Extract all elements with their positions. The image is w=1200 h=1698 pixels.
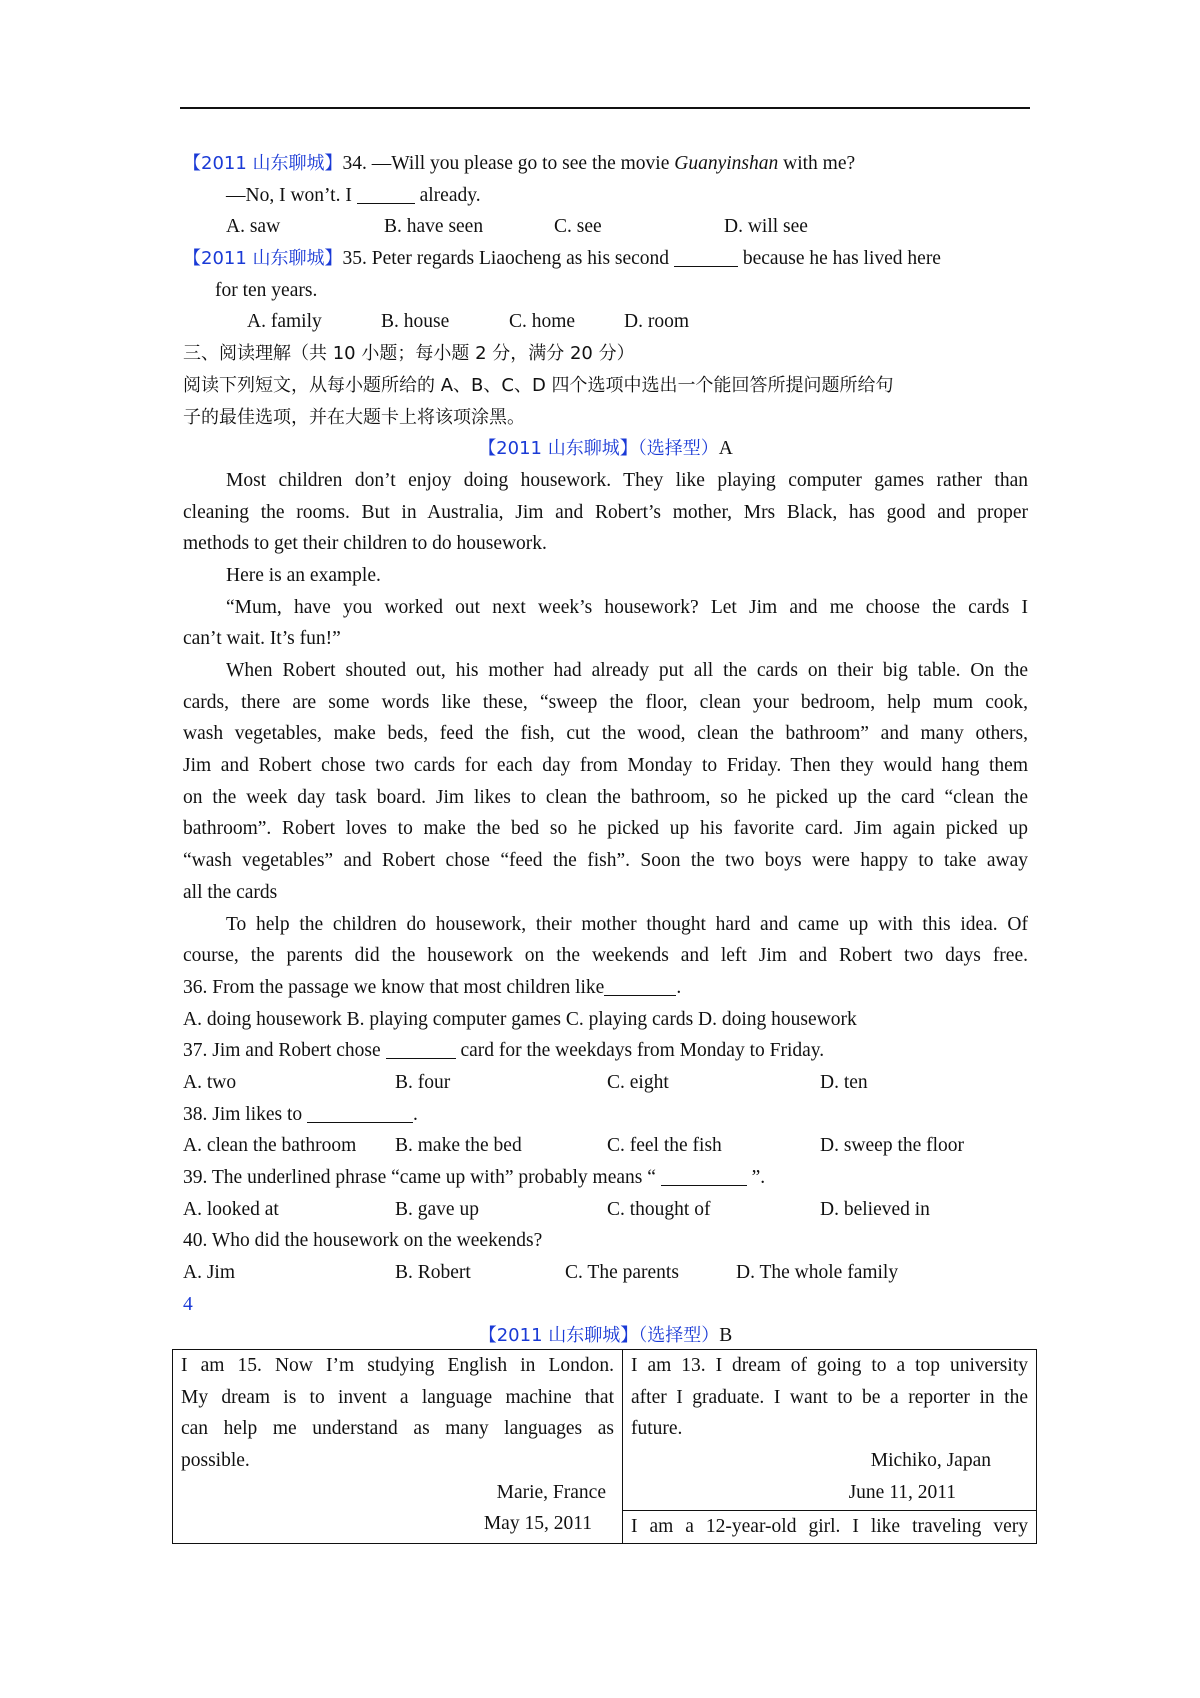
passage-line: “Mum, have you worked out next week’s housework? Let Jim and me choose the cards I [226, 596, 1028, 618]
passage-line: bathroom”. Robert loves to make the bed so he picked up his favorite card. Jim again picked up [183, 818, 1028, 840]
question-34: 【2011 山东聊城】34. —Will you please go to see the movie Guanyinshan with me? [183, 153, 856, 174]
option: A. saw [226, 216, 281, 238]
letter-signature: Michiko, Japan [870, 1450, 991, 1472]
letter-third [623, 1511, 1037, 1544]
option: B. have seen [384, 216, 484, 238]
letter-signature: Marie, France [496, 1481, 606, 1503]
question-35-cont: for ten years. [215, 279, 318, 301]
passage-line: “wash vegetables” and Robert chose “feed the fish”. Soon the two boys were happy to take away [183, 850, 1028, 872]
passage-line: on the week day task board. Jim likes to clean the bathroom, so he picked up the card “clean the [183, 786, 1028, 808]
option: A. looked at [183, 1198, 279, 1220]
option: D. ten [820, 1071, 868, 1093]
option: C. feel the fish [607, 1135, 722, 1157]
passage-line: can’t wait. It’s fun!” [183, 628, 341, 650]
question-39: 39. The underlined phrase “came up with” probably means “ ”. [183, 1167, 766, 1188]
exam-page [183, 148, 1028, 1352]
question-34-options [183, 211, 1028, 243]
source-tag: 【2011 山东聊城】 [183, 153, 343, 174]
passage-line: When Robert shouted out, his mother had already put all the cards on their big table. On the [226, 660, 1028, 681]
option: D. will see [724, 216, 808, 238]
option: B. gave up [395, 1198, 479, 1220]
answer-blank [386, 1038, 456, 1059]
movie-title: Guanyinshan [674, 153, 779, 174]
question-40-options [183, 1257, 1028, 1289]
letter-line: future. [631, 1418, 683, 1440]
letter-line: I am 13. I dream of going to a top university [631, 1355, 1028, 1376]
passage-line: Most children don’t enjoy doing housework. They like playing computer games rather than [226, 469, 1028, 491]
section-heading: 三、阅读理解（共 10 小题；每小题 2 分，满分 20 分） [183, 343, 635, 365]
option: D. believed in [820, 1198, 930, 1220]
option: D. sweep the floor [820, 1135, 965, 1157]
letter-line: I am 15. Now I’m studying English in London. [181, 1355, 614, 1376]
letter-line: possible. [181, 1450, 250, 1472]
option: B. four [395, 1071, 451, 1093]
question-34-reply: —No, I won’t. I already. [226, 184, 481, 206]
answer-blank [604, 975, 676, 996]
passage-line: cards, there are some words like these, “sweep the floor, clean your bedroom, help mum cook, [183, 691, 1028, 713]
option: B. Robert [395, 1262, 471, 1284]
question-38-options [183, 1130, 1028, 1162]
letter-line: I am a 12-year-old girl. I like traveling very [631, 1516, 1028, 1537]
option: A. clean the bathroom [183, 1135, 357, 1157]
question-35: 【2011 山东聊城】35. Peter regards Liaocheng as his second because he has lived here [183, 248, 941, 270]
letter-date: June 11, 2011 [848, 1481, 956, 1503]
question-35-options [183, 306, 1028, 338]
letter-date: May 15, 2011 [483, 1513, 592, 1535]
option: C. thought of [607, 1198, 711, 1220]
option: D. room [624, 311, 689, 333]
passage-line: To help the children do housework, their mother thought hard and came up with this idea. Of [226, 913, 1028, 935]
passage-line: Jim and Robert chose two cards for each day from Monday to Friday. Then they would hang them [183, 755, 1028, 777]
answer-blank [674, 246, 738, 267]
option: A. two [183, 1071, 237, 1093]
option: C. eight [607, 1071, 669, 1093]
option: C. home [509, 311, 576, 333]
option: D. The whole family [736, 1262, 899, 1284]
passage-b-title: 【2011 山东聊城】（选择型）B [478, 1325, 733, 1347]
answer-blank [661, 1165, 747, 1186]
letter-line: can help me understand as many languages as [181, 1418, 614, 1440]
option: C. see [554, 216, 602, 238]
option: A. family [247, 311, 322, 333]
question-37-options [183, 1067, 1028, 1099]
passage-line: wash vegetables, make beds, feed the fish, cut the wood, clean the bathroom” and many others, [183, 723, 1028, 745]
option: C. The parents [565, 1262, 679, 1284]
question-39-options [183, 1194, 1028, 1226]
option: A. Jim [183, 1262, 236, 1284]
question-36-options: A. doing housework B. playing computer games C. playing cards D. doing housework [183, 1008, 857, 1030]
section-instruction: 阅读下列短文，从每小题所给的 A、B、C、D 四个选项中选出一个能回答所提问题所给句 [183, 374, 894, 396]
question-40: 40. Who did the housework on the weekends? [183, 1230, 543, 1252]
page-number: 4 [183, 1293, 193, 1315]
answer-blank [357, 183, 415, 204]
passage-line: methods to get their children to do housework. [183, 533, 547, 555]
passage-a-title: 【2011 山东聊城】（选择型）A [478, 438, 733, 460]
source-tag: 【2011 山东聊城】 [183, 248, 343, 270]
passage-line: course, the parents did the housework on the weekends and left Jim and Robert two days free. [183, 945, 1028, 967]
question-36: 36. From the passage we know that most children like . [183, 976, 682, 998]
question-37: 37. Jim and Robert chose card for the weekdays from Monday to Friday. [183, 1040, 825, 1062]
letter-line: after I graduate. I want to be a reporter in the [631, 1386, 1028, 1408]
passage-line: Here is an example. [226, 564, 381, 586]
passage-line: all the cards [183, 881, 278, 903]
option: B. house [381, 311, 450, 333]
letter-marie [173, 1350, 623, 1544]
option: B. make the bed [395, 1135, 522, 1157]
header-rule [180, 107, 1030, 109]
letters-table [172, 1349, 1037, 1544]
letter-line: My dream is to invent a language machine that [181, 1386, 614, 1408]
passage-line: cleaning the rooms. But in Australia, Jim and Robert’s mother, Mrs Black, has good and proper [183, 501, 1028, 523]
question-38: 38. Jim likes to . [183, 1103, 418, 1125]
answer-blank [307, 1102, 413, 1123]
letter-michiko [623, 1350, 1037, 1511]
section-instruction: 子的最佳选项，并在大题卡上将该项涂黑。 [183, 406, 525, 428]
